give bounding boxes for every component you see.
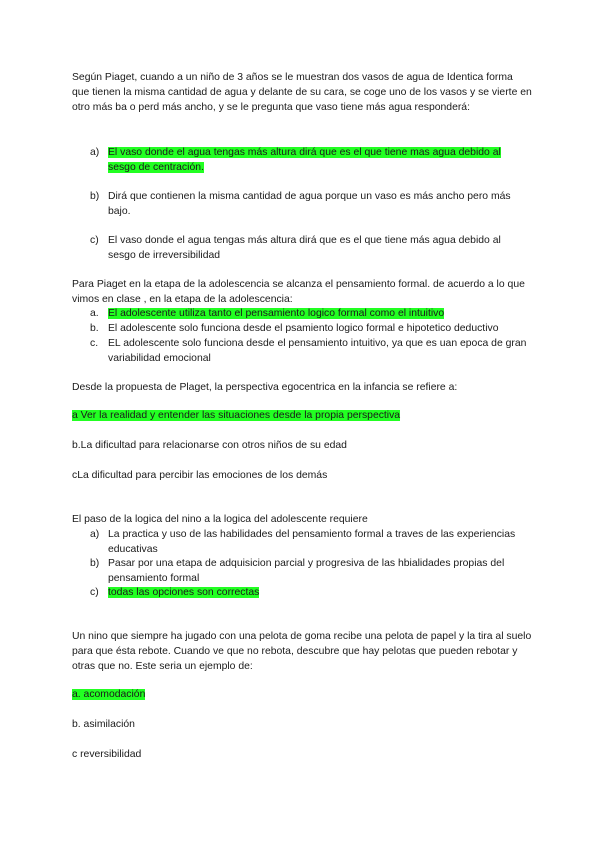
option-marker: c) bbox=[90, 587, 99, 598]
option-marker: b. bbox=[90, 323, 99, 334]
question-1-option-c bbox=[90, 233, 530, 263]
option-text: todas las opciones son correctas bbox=[108, 587, 260, 598]
question-2-option-c bbox=[90, 336, 530, 366]
question-1-option-a bbox=[90, 145, 530, 175]
question-3-stem: Desde la propuesta de Plaget, la perspectiva egocentrica en la infancia se refiere a: bbox=[72, 382, 458, 393]
option-text: La practica y uso de las habilidades del pensamiento formal a traves de las experiencias educativas bbox=[108, 529, 516, 555]
option-marker: a) bbox=[90, 147, 100, 158]
option-text: El vaso donde el agua tengas más altura dirá que es el que tiene más agua debido al sesgo de irreversibilidad bbox=[108, 235, 501, 261]
question-4-option-c bbox=[90, 585, 530, 600]
question-2-option-a bbox=[90, 306, 530, 321]
question-5-stem: Un nino que siempre ha jugado con una pelota de goma recibe una pelota de papel y la tira al suelo para que ésta rebote. Cuando ve que no rebota, descubre que hay pelotas que pueden rebotar y otras que no. Este seria un ejemplo de: bbox=[72, 631, 532, 672]
option-text: El adolescente utiliza tanto el pensamiento logico formal como el intuitivo bbox=[108, 308, 445, 319]
option-text: El adolescente solo funciona desde el psamiento logico formal e hipotetico deductivo bbox=[108, 323, 499, 334]
option-text: a. acomodación bbox=[72, 689, 146, 700]
option-text: Dirá que contienen la misma cantidad de agua porque un vaso es más ancho pero más bajo. bbox=[108, 191, 511, 217]
question-4-option-a bbox=[90, 527, 530, 557]
option-marker: c. bbox=[90, 338, 99, 349]
option-text: El vaso donde el agua tengas más altura dirá que es el que tiene mas agua debido al sesgo de centración. bbox=[108, 147, 501, 173]
option-marker: c) bbox=[90, 235, 99, 246]
question-5-option-a bbox=[72, 687, 145, 702]
option-marker: a. bbox=[90, 308, 99, 319]
option-marker: a) bbox=[90, 529, 100, 540]
option-marker: b) bbox=[90, 558, 100, 569]
option-text: Pasar por una etapa de adquisicion parcial y progresiva de las hbialidades propias del pensamiento formal bbox=[108, 558, 505, 584]
question-3-option-a bbox=[72, 408, 400, 423]
question-5-option-b: b. asimilación bbox=[72, 719, 135, 730]
question-2-stem: Para Piaget en la etapa de la adolescencia se alcanza el pensamiento formal. de acuerdo a lo que vimos en clase , en la etapa de la adolescencia: bbox=[72, 279, 525, 305]
option-text: a Ver la realidad y entender las situaciones desde la propia perspectiva bbox=[72, 410, 401, 421]
question-5-option-c: c reversibilidad bbox=[72, 749, 142, 760]
question-1-stem: Según Piaget, cuando a un niño de 3 años se le muestran dos vasos de agua de Identica forma que tienen la misma cantidad de agua y delante de su cara, se coge uno de los vasos y se vierte en otro más ba o perd más ancho, y se le pregunta que vaso tiene más agua responderá: bbox=[72, 72, 532, 113]
question-1-option-b bbox=[90, 189, 530, 219]
question-3-option-c: cLa dificultad para percibir las emociones de los demás bbox=[72, 470, 328, 481]
option-text: EL adolescente solo funciona desde el pensamiento intuitivo, ya que es uan epoca de gran variabilidad emocional bbox=[108, 338, 527, 364]
question-3-option-b: b.La dificultad para relacionarse con otros niños de su edad bbox=[72, 440, 347, 451]
question-4-option-b bbox=[90, 556, 530, 586]
option-marker: b) bbox=[90, 191, 100, 202]
question-4-stem: El paso de la logica del nino a la logica del adolescente requiere bbox=[72, 514, 368, 525]
question-2-option-b bbox=[90, 321, 530, 336]
